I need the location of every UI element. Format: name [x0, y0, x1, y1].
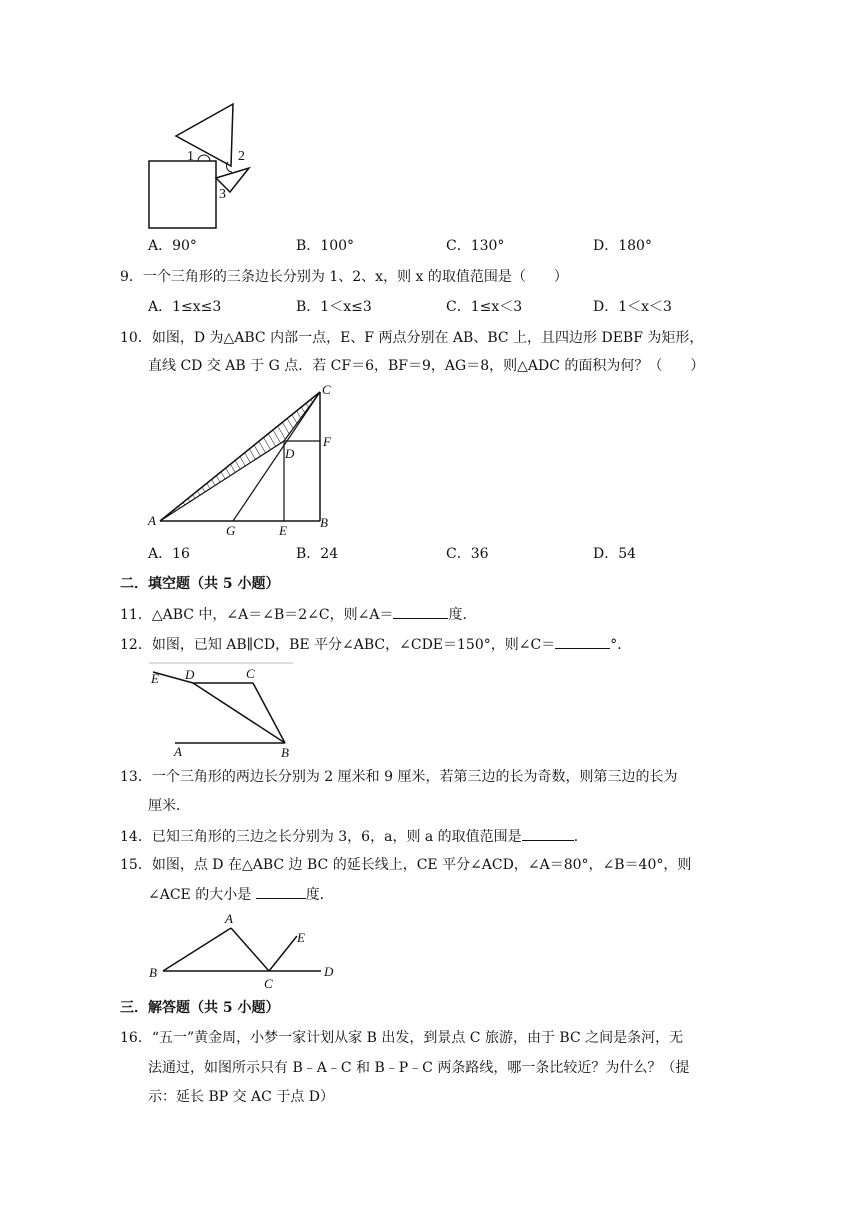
q13-stem-line1 — [120, 767, 677, 787]
segment-ac — [160, 392, 320, 521]
point-label-d: D — [285, 446, 295, 461]
question-number: 11． — [120, 607, 152, 623]
point-label-e: E — [279, 523, 287, 538]
q8-option-c: C．130° — [446, 238, 505, 254]
segment-ac — [231, 928, 269, 971]
question-text: 一个三角形的三条边长分别为 1、2、x，则 x 的取值范围是（ ） — [142, 269, 568, 285]
segment-db — [193, 683, 285, 743]
point-label-c: C — [264, 976, 273, 991]
question-number: 13． — [120, 769, 152, 785]
q16-stem-line2: 法通过，如图所示只有 B﹣A﹣C 和 B﹣P﹣C 两条路线，哪一条比较近？为什么？（提 — [148, 1060, 690, 1076]
point-label-d: D — [185, 667, 195, 682]
question-text-end: ． — [573, 829, 588, 845]
q15-stem-line2 — [148, 884, 334, 905]
point-label-b: B — [320, 515, 328, 530]
q10-option-a: A．16 — [148, 546, 190, 562]
question-text: 如图，D 为△ABC 内部一点，E、F 两点分别在 AB、BC 上，且四边形 DEBF 为矩形， — [151, 330, 704, 346]
segment-cb — [253, 683, 285, 743]
question-text: 一个三角形的两边长分别为 2 厘米和 9 厘米，若第三边的长为奇数，则第三边的长为 — [151, 769, 678, 785]
q9-stem — [120, 267, 568, 287]
answer-blank — [256, 884, 306, 899]
point-label-c: C — [246, 666, 255, 681]
question-text: “五一”黄金周，小梦一家计划从家 B 出发，到景点 C 旅游，由于 BC 之间是条河，无 — [151, 1030, 684, 1046]
question-text: △ABC 中，∠A＝∠B＝2∠C，则∠A＝ — [151, 607, 394, 623]
segment-ce — [269, 936, 297, 971]
point-label-e: E — [151, 671, 159, 686]
question-text-end: °． — [610, 637, 632, 653]
question-text: ∠ACE 的大小是 — [148, 887, 256, 903]
question-number: 16． — [120, 1030, 152, 1046]
point-label-a: A — [148, 513, 156, 528]
q10-option-c: C．36 — [446, 546, 489, 562]
q12-figure — [145, 660, 295, 758]
answer-blank — [393, 604, 448, 619]
point-label-c: C — [322, 382, 331, 397]
segment-ba — [163, 928, 231, 971]
question-number: 10． — [120, 330, 152, 346]
point-label-e: E — [297, 930, 305, 945]
q15-figure — [145, 908, 345, 992]
q8-option-b: B．100° — [296, 238, 355, 254]
question-number: 14． — [120, 829, 152, 845]
point-label-f: F — [323, 434, 331, 449]
question-text: 已知三角形的三边之长分别为 3，6，a，则 a 的取值范围是 — [151, 829, 522, 845]
square — [149, 161, 216, 228]
q8-option-d: D．180° — [593, 238, 652, 254]
q10-stem-line2: 直线 CD 交 AB 于 G 点．若 CF＝6，BF＝9，AG＝8，则△ADC 的面积为何？（ ） — [148, 358, 705, 374]
q10-stem-line1 — [120, 328, 703, 348]
angle-1-arc — [198, 155, 210, 161]
q8-option-a: A．90° — [148, 238, 197, 254]
point-label-a: A — [174, 744, 182, 758]
q9-option-b: B．1＜x≤3 — [296, 299, 372, 315]
question-number: 12． — [120, 637, 152, 653]
question-text-end: 度． — [448, 607, 477, 623]
point-label-b: B — [149, 965, 157, 980]
q10-option-d: D．54 — [593, 546, 637, 562]
point-label-b: B — [281, 745, 289, 758]
q8-figure — [140, 98, 260, 234]
point-label-d: D — [324, 964, 334, 979]
large-triangle — [176, 104, 233, 166]
question-text-end: 度． — [305, 887, 334, 903]
question-number: 15． — [120, 857, 152, 873]
q11-stem — [120, 604, 476, 625]
q9-option-d: D．1＜x＜3 — [593, 299, 672, 315]
q9-option-a: A．1≤x≤3 — [148, 299, 222, 315]
q13-stem-line2: 厘米． — [148, 798, 190, 814]
question-text: 如图，点 D 在△ABC 边 BC 的延长线上，CE 平分∠ACD，∠A＝80°，∠B＝40°，则 — [151, 857, 692, 873]
q15-stem-line1 — [120, 855, 691, 875]
question-text: 如图，已知 AB∥CD，BE 平分∠ABC，∠CDE＝150°，则∠C＝ — [151, 637, 556, 653]
section-heading-answer: 三．解答题（共 5 小题） — [120, 1000, 280, 1016]
q14-stem — [120, 826, 588, 847]
q10-option-b: B．24 — [296, 546, 339, 562]
answer-blank — [522, 826, 574, 841]
section-heading-fill-in: 二．填空题（共 5 小题） — [120, 576, 280, 592]
q9-option-c: C．1≤x＜3 — [446, 299, 523, 315]
point-label-g: G — [226, 523, 236, 538]
angle-label-1: 1 — [187, 149, 194, 164]
question-number: 9． — [120, 269, 143, 285]
q12-stem — [120, 634, 631, 655]
angle-label-2: 2 — [238, 149, 245, 164]
point-label-a: A — [225, 911, 233, 926]
q16-stem-line3: 示：延长 BP 交 AC 于点 D） — [148, 1089, 335, 1105]
angle-label-3: 3 — [219, 187, 226, 202]
q10-figure — [140, 380, 350, 542]
q16-stem-line1 — [120, 1028, 683, 1048]
answer-blank — [555, 634, 610, 649]
